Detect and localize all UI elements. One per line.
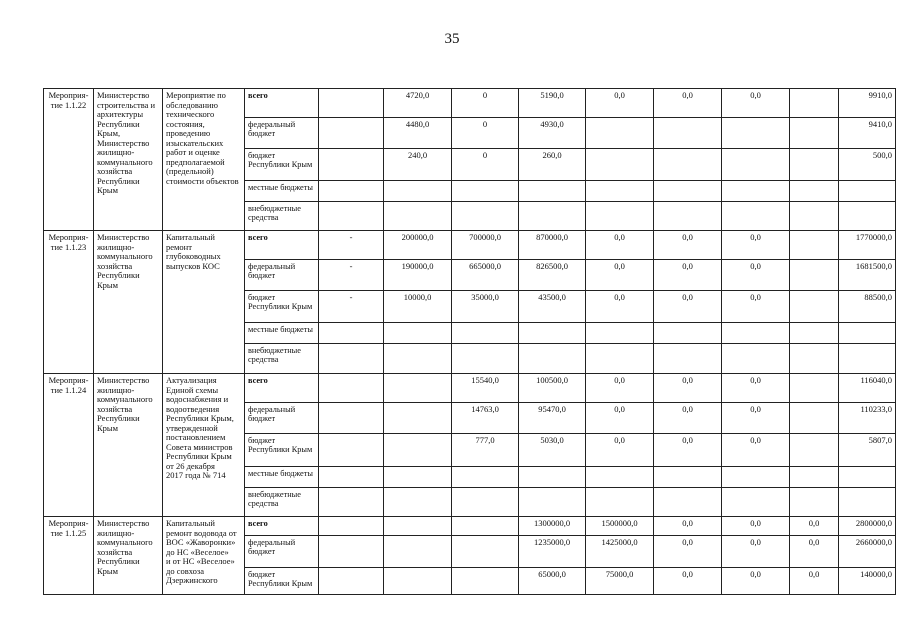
amount-cell: 200000,0: [384, 231, 452, 260]
amount-cell: 0,0: [654, 517, 722, 536]
amount-cell: -: [319, 260, 384, 291]
amount-cell: [452, 536, 519, 568]
amount-cell: [790, 403, 839, 434]
amount-cell: [384, 568, 452, 595]
amount-cell: 0,0: [722, 89, 790, 118]
amount-cell: [319, 181, 384, 202]
amount-cell: [722, 467, 790, 488]
amount-cell: [384, 374, 452, 403]
amount-cell: [654, 202, 722, 231]
amount-cell: 9910,0: [839, 89, 896, 118]
amount-cell: 0,0: [654, 536, 722, 568]
measure-code: Мероприя- тие 1.1.24: [44, 374, 94, 517]
amount-cell: [452, 181, 519, 202]
measure-1-1-22-row: [44, 89, 896, 118]
amount-cell: [319, 374, 384, 403]
amount-cell: 0,0: [654, 231, 722, 260]
amount-cell: [586, 467, 654, 488]
amount-cell: [319, 323, 384, 344]
amount-cell: 65000,0: [519, 568, 586, 595]
amount-cell: [654, 323, 722, 344]
amount-cell: [319, 403, 384, 434]
amount-cell: [790, 344, 839, 374]
funding-source: бюджет Республики Крым: [245, 568, 319, 595]
amount-cell: [384, 488, 452, 517]
amount-cell: 0,0: [722, 434, 790, 467]
amount-cell: 0,0: [586, 260, 654, 291]
amount-cell: 0,0: [722, 517, 790, 536]
amount-cell: [519, 202, 586, 231]
amount-cell: [384, 434, 452, 467]
amount-cell: 9410,0: [839, 118, 896, 149]
amount-cell: 43500,0: [519, 291, 586, 323]
event-description: Капитальный ремонт водовода от ВОС «Жаворонки» до НС «Веселое» и от НС «Веселое» до совхоза Дзержинского: [163, 517, 245, 595]
amount-cell: [654, 149, 722, 181]
amount-cell: [319, 517, 384, 536]
amount-cell: [384, 536, 452, 568]
amount-cell: 700000,0: [452, 231, 519, 260]
funding-source: федеральный бюджет: [245, 536, 319, 568]
amount-cell: 15540,0: [452, 374, 519, 403]
amount-cell: 0,0: [722, 260, 790, 291]
funding-source: бюджет Республики Крым: [245, 291, 319, 323]
amount-cell: 0: [452, 89, 519, 118]
amount-cell: 777,0: [452, 434, 519, 467]
amount-cell: 100500,0: [519, 374, 586, 403]
amount-cell: [384, 323, 452, 344]
amount-cell: 1770000,0: [839, 231, 896, 260]
amount-cell: 0,0: [722, 568, 790, 595]
amount-cell: 0,0: [654, 403, 722, 434]
amount-cell: 0,0: [790, 568, 839, 595]
amount-cell: 0,0: [722, 403, 790, 434]
executor: Министерство жилищно- коммунального хозяйства Республики Крым: [94, 374, 163, 517]
amount-cell: 75000,0: [586, 568, 654, 595]
amount-cell: 0,0: [722, 536, 790, 568]
funding-source: федеральный бюджет: [245, 403, 319, 434]
amount-cell: [586, 202, 654, 231]
amount-cell: [519, 323, 586, 344]
amount-cell: [319, 536, 384, 568]
executor: Министерство жилищно- коммунального хозяйства Республики Крым: [94, 517, 163, 595]
amount-cell: 10000,0: [384, 291, 452, 323]
amount-cell: [790, 202, 839, 231]
amount-cell: [722, 118, 790, 149]
amount-cell: 0,0: [790, 517, 839, 536]
funding-source: федеральный бюджет: [245, 260, 319, 291]
page-number: 35: [444, 31, 460, 47]
amount-cell: 665000,0: [452, 260, 519, 291]
amount-cell: 0,0: [654, 291, 722, 323]
amount-cell: 95470,0: [519, 403, 586, 434]
funding-source: федеральный бюджет: [245, 118, 319, 149]
amount-cell: 1425000,0: [586, 536, 654, 568]
amount-cell: 110233,0: [839, 403, 896, 434]
amount-cell: [790, 118, 839, 149]
amount-cell: [319, 344, 384, 374]
amount-cell: 0: [452, 118, 519, 149]
funding-source: всего: [245, 89, 319, 118]
amount-cell: 5190,0: [519, 89, 586, 118]
amount-cell: [384, 202, 452, 231]
amount-cell: 5030,0: [519, 434, 586, 467]
funding-source: бюджет Республики Крым: [245, 149, 319, 181]
amount-cell: 500,0: [839, 149, 896, 181]
amount-cell: [319, 434, 384, 467]
event-description: Капитальный ремонт глубоководных выпусков КОС: [163, 231, 245, 374]
event-description: Мероприятие по обследованию технического состояния, проведению изыскательских работ и оценке предполагаемой (предельной) стоимости объектов: [163, 89, 245, 231]
amount-cell: 0,0: [586, 403, 654, 434]
amount-cell: [319, 467, 384, 488]
amount-cell: [519, 488, 586, 517]
amount-cell: [654, 344, 722, 374]
amount-cell: 88500,0: [839, 291, 896, 323]
amount-cell: 0,0: [654, 568, 722, 595]
amount-cell: [319, 568, 384, 595]
amount-cell: [654, 488, 722, 517]
amount-cell: [319, 118, 384, 149]
amount-cell: [319, 149, 384, 181]
amount-cell: [519, 467, 586, 488]
executor: Министерство строительства и архитектуры Республики Крым, Министерство жилищно- коммунального хозяйства Республики Крым: [94, 89, 163, 231]
amount-cell: 14763,0: [452, 403, 519, 434]
amount-cell: [839, 344, 896, 374]
amount-cell: [790, 149, 839, 181]
amount-cell: 0,0: [722, 291, 790, 323]
amount-cell: [722, 181, 790, 202]
amount-cell: [790, 260, 839, 291]
amount-cell: [586, 118, 654, 149]
amount-cell: 0,0: [586, 231, 654, 260]
funding-source: всего: [245, 231, 319, 260]
amount-cell: [790, 231, 839, 260]
amount-cell: 0,0: [654, 434, 722, 467]
amount-cell: [839, 202, 896, 231]
amount-cell: 0,0: [586, 89, 654, 118]
amount-cell: [452, 467, 519, 488]
funding-source: всего: [245, 517, 319, 536]
amount-cell: [654, 467, 722, 488]
measure-code: Мероприя- тие 1.1.22: [44, 89, 94, 231]
amount-cell: 4480,0: [384, 118, 452, 149]
amount-cell: 0,0: [654, 374, 722, 403]
amount-cell: [319, 488, 384, 517]
amount-cell: 190000,0: [384, 260, 452, 291]
funding-source: местные бюджеты: [245, 323, 319, 344]
amount-cell: 870000,0: [519, 231, 586, 260]
amount-cell: [384, 517, 452, 536]
amount-cell: 4720,0: [384, 89, 452, 118]
funding-table: [43, 88, 896, 595]
measure-code: Мероприя- тие 1.1.25: [44, 517, 94, 595]
amount-cell: [452, 202, 519, 231]
funding-source: внебюджетные средства: [245, 202, 319, 231]
amount-cell: [586, 181, 654, 202]
amount-cell: [790, 467, 839, 488]
amount-cell: 5807,0: [839, 434, 896, 467]
amount-cell: [586, 344, 654, 374]
amount-cell: -: [319, 291, 384, 323]
amount-cell: [790, 181, 839, 202]
amount-cell: [384, 403, 452, 434]
amount-cell: [790, 374, 839, 403]
amount-cell: -: [319, 231, 384, 260]
amount-cell: [722, 344, 790, 374]
amount-cell: 0,0: [586, 291, 654, 323]
amount-cell: 260,0: [519, 149, 586, 181]
amount-cell: 35000,0: [452, 291, 519, 323]
amount-cell: [722, 149, 790, 181]
amount-cell: 2660000,0: [839, 536, 896, 568]
measure-1-1-23-row: [44, 231, 896, 260]
amount-cell: [790, 488, 839, 517]
amount-cell: [452, 323, 519, 344]
amount-cell: 116040,0: [839, 374, 896, 403]
amount-cell: 0,0: [722, 231, 790, 260]
amount-cell: [519, 344, 586, 374]
executor: Министерство жилищно- коммунального хозяйства Республики Крым: [94, 231, 163, 374]
amount-cell: [790, 89, 839, 118]
amount-cell: 1300000,0: [519, 517, 586, 536]
amount-cell: [452, 568, 519, 595]
amount-cell: 240,0: [384, 149, 452, 181]
amount-cell: 140000,0: [839, 568, 896, 595]
amount-cell: 2800000,0: [839, 517, 896, 536]
amount-cell: 4930,0: [519, 118, 586, 149]
amount-cell: [722, 323, 790, 344]
event-description: Актуализация Единой схемы водоснабжения и водоотведения Республики Крым, утвержденной постановлением Совета министров Республики Крым от 26 декабря 2017 года № 714: [163, 374, 245, 517]
amount-cell: 1500000,0: [586, 517, 654, 536]
amount-cell: 0,0: [586, 374, 654, 403]
amount-cell: [384, 467, 452, 488]
amount-cell: [722, 488, 790, 517]
amount-cell: [790, 291, 839, 323]
amount-cell: [839, 467, 896, 488]
amount-cell: [586, 323, 654, 344]
amount-cell: [452, 517, 519, 536]
amount-cell: [452, 488, 519, 517]
amount-cell: [452, 344, 519, 374]
amount-cell: 0,0: [654, 89, 722, 118]
funding-source: всего: [245, 374, 319, 403]
funding-source: местные бюджеты: [245, 467, 319, 488]
amount-cell: 0,0: [654, 260, 722, 291]
amount-cell: [839, 488, 896, 517]
amount-cell: [839, 323, 896, 344]
amount-cell: [586, 488, 654, 517]
amount-cell: [790, 323, 839, 344]
amount-cell: 826500,0: [519, 260, 586, 291]
amount-cell: 1235000,0: [519, 536, 586, 568]
amount-cell: [519, 181, 586, 202]
measure-1-1-24-row: [44, 374, 896, 403]
amount-cell: [839, 181, 896, 202]
funding-source: внебюджетные средства: [245, 488, 319, 517]
funding-source: внебюджетные средства: [245, 344, 319, 374]
funding-source: местные бюджеты: [245, 181, 319, 202]
amount-cell: 0,0: [586, 434, 654, 467]
amount-cell: [654, 181, 722, 202]
measure-code: Мероприя- тие 1.1.23: [44, 231, 94, 374]
amount-cell: 0: [452, 149, 519, 181]
funding-source: бюджет Республики Крым: [245, 434, 319, 467]
amount-cell: [654, 118, 722, 149]
amount-cell: [722, 202, 790, 231]
amount-cell: [384, 181, 452, 202]
amount-cell: 0,0: [790, 536, 839, 568]
amount-cell: [384, 344, 452, 374]
amount-cell: 1681500,0: [839, 260, 896, 291]
amount-cell: [586, 149, 654, 181]
amount-cell: [319, 202, 384, 231]
measure-1-1-25-row: [44, 517, 896, 536]
amount-cell: 0,0: [722, 374, 790, 403]
amount-cell: [319, 89, 384, 118]
amount-cell: [790, 434, 839, 467]
